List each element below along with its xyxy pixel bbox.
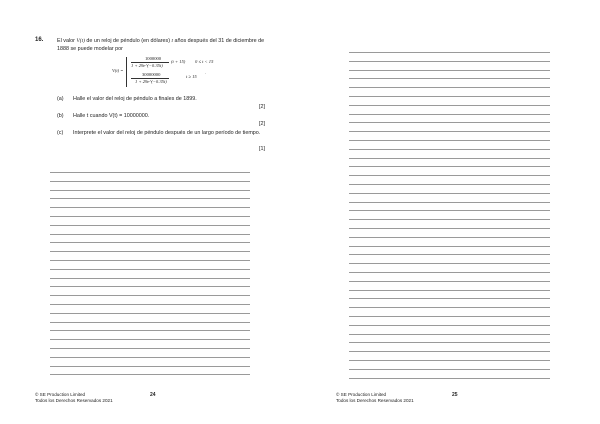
page-number: 24: [150, 392, 156, 398]
answer-line: [349, 184, 550, 185]
answer-line: [50, 234, 250, 235]
answer-line: [349, 175, 550, 176]
answer-line: [349, 78, 550, 79]
answer-line: [349, 246, 550, 247]
answer-line: [349, 281, 550, 282]
answer-line: [50, 172, 250, 173]
answer-line: [50, 366, 250, 367]
answer-line: [50, 339, 250, 340]
part-b-text: Halle t cuando V(t) = 10000000.: [73, 113, 150, 119]
part-a-text: Halle el valor del reloj de péndulo a finales de 1899.: [73, 96, 197, 102]
answer-line: [50, 181, 250, 182]
answer-line: [349, 122, 550, 123]
answer-line: [349, 360, 550, 361]
part-b-marks: [2]: [259, 121, 265, 127]
formula-lhs: V(t) =: [112, 68, 124, 73]
answer-line: [349, 202, 550, 203]
answer-line: [50, 260, 250, 261]
answer-line: [50, 295, 250, 296]
answer-line: [50, 278, 250, 279]
piece1-multiplier: (t + 15): [171, 59, 186, 64]
answer-line: [50, 322, 250, 323]
answer-line: [349, 316, 550, 317]
answer-line: [50, 357, 250, 358]
answer-line: [349, 272, 550, 273]
answer-line: [349, 87, 550, 88]
answer-line: [349, 219, 550, 220]
answer-line: [349, 131, 550, 132]
intro-function: V(t): [76, 38, 85, 44]
page-number: 25: [452, 392, 458, 398]
intro-mid: de un reloj de péndulo (en dólares): [86, 38, 170, 44]
answer-line: [349, 149, 550, 150]
answer-line: [349, 96, 550, 97]
answer-line: [349, 70, 550, 71]
answer-line: [349, 342, 550, 343]
intro-prefix: El valor: [57, 38, 75, 44]
piece2-numerator: 30000000: [142, 72, 161, 77]
answer-line: [50, 198, 250, 199]
footer-rights: Todos los Derechos Reservados 2021: [35, 398, 113, 403]
footer-right: [336, 392, 414, 404]
answer-line: [349, 307, 550, 308]
answer-line: [349, 105, 550, 106]
piece1-numerator: 1000000: [145, 56, 162, 61]
answer-line: [50, 348, 250, 349]
answer-line: [349, 351, 550, 352]
answer-line: [349, 61, 550, 62]
footer-left: [35, 392, 113, 404]
answer-line: [349, 237, 550, 238]
piecewise-formula: [112, 55, 272, 89]
answer-line: [349, 140, 550, 141]
piece2-denominator: 1 + 29e^(−0.35t): [135, 79, 167, 84]
intro-suffix: años después del 31 de diciembre de 1888 se puede modelar por: [57, 38, 265, 52]
question-intro: [57, 37, 267, 53]
answer-line: [50, 251, 250, 252]
footer-copyright: © SE Production Limited: [336, 392, 387, 397]
piece1-denominator: 1 + 29e^(−0.35t): [131, 63, 163, 68]
answer-line: [50, 374, 250, 375]
answer-line: [349, 369, 550, 370]
answer-line: [50, 216, 250, 217]
answer-line: [349, 166, 550, 167]
part-c-label: (c): [57, 130, 64, 136]
answer-line: [50, 304, 250, 305]
formula-brace: [126, 57, 130, 87]
piece2-condition: t ≥ 15: [186, 74, 197, 79]
answer-line: [349, 52, 550, 53]
answer-line: [50, 330, 250, 331]
answer-line: [349, 298, 550, 299]
part-c-text: Interprete el valor del reloj de péndulo después de un largo período de tiempo.: [73, 130, 261, 136]
answer-line: [349, 378, 550, 379]
piece1-condition: 0 ≤ t < 15: [195, 59, 214, 64]
part-b-label: (b): [57, 113, 64, 119]
footer-copyright: © SE Production Limited: [35, 392, 86, 397]
answer-line: [50, 242, 250, 243]
answer-line: [50, 313, 250, 314]
answer-line: [50, 207, 250, 208]
answer-line: [50, 269, 250, 270]
answer-line: [349, 193, 550, 194]
answer-line: [349, 290, 550, 291]
answer-line: [349, 263, 550, 264]
question-number: 16.: [35, 37, 44, 43]
answer-line: [50, 286, 250, 287]
footer-rights: Todos los Derechos Reservados 2021: [336, 398, 414, 403]
answer-line: [50, 190, 250, 191]
part-c-marks: [1]: [259, 146, 265, 152]
intro-variable: t: [171, 38, 173, 44]
answer-line: [349, 254, 550, 255]
answer-line: [349, 228, 550, 229]
answer-line: [349, 210, 550, 211]
answer-line: [50, 225, 250, 226]
formula-end: .: [205, 70, 207, 75]
answer-line: [349, 325, 550, 326]
part-a-marks: [2]: [259, 104, 265, 110]
answer-line: [349, 114, 550, 115]
answer-line: [349, 158, 550, 159]
part-a-label: (a): [57, 96, 64, 102]
answer-line: [349, 334, 550, 335]
